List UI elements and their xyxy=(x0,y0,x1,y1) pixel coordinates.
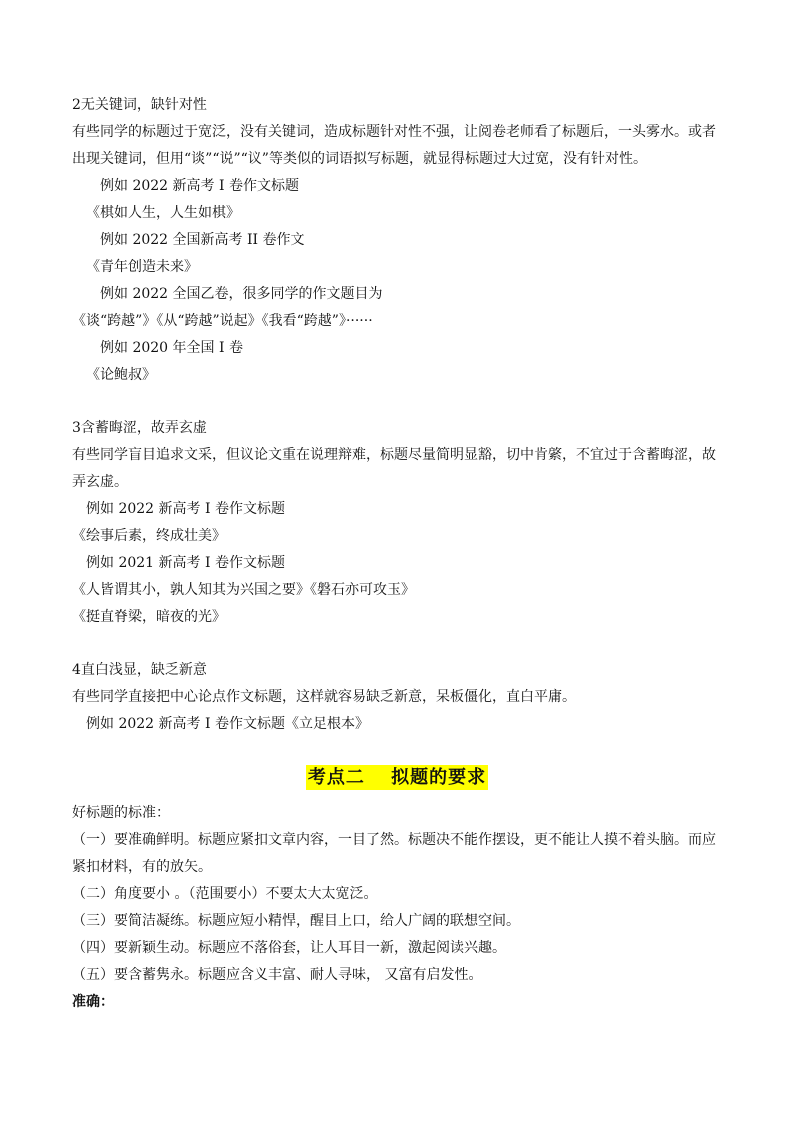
section3-paragraph-line2: 弄玄虚。 xyxy=(72,474,128,490)
section2-title: 2无关键词，缺针对性 xyxy=(72,97,207,113)
section2-example1-title: 《棋如人生，人生如棋》 xyxy=(86,205,240,221)
standards-accurate-label: 准确： xyxy=(72,994,114,1010)
section2-example4-label: 例如 2020 年全国 I 卷 xyxy=(100,340,243,356)
standards-item1-line1: （一）要准确鲜明。标题应紧扣文章内容，一目了然。标题决不能作摆设，更不能让人摸不着头脑。而应 xyxy=(72,832,716,848)
section3-example2-title1: 《人皆谓其小，孰人知其为兴国之要》《磐石亦可攻玉》 xyxy=(72,582,415,598)
section3-example1-title: 《绘事后素，终成壮美》 xyxy=(72,528,226,544)
standards-item5: （五）要含蓄隽永。标题应含义丰富、耐人寻味， 又富有启发性。 xyxy=(72,967,483,983)
section3-example1-label: 例如 2022 新高考 I 卷作文标题 xyxy=(86,501,285,517)
standards-intro: 好标题的标准： xyxy=(72,805,170,821)
section2-paragraph-line1: 有些同学的标题过于宽泛，没有关键词，造成标题针对性不强，让阅卷老师看了标题后，一头雾水。或者 xyxy=(72,124,716,140)
section3-paragraph-line1: 有些同学盲目追求文采，但议论文重在说理辩难，标题尽量简明显豁，切中肯綮，不宜过于含蓄晦涩，故 xyxy=(72,447,716,463)
standards-item1-line2: 紧扣材料，有的放矢。 xyxy=(72,859,212,875)
section2-example1-label: 例如 2022 新高考 I 卷作文标题 xyxy=(100,178,299,194)
section2-example2-title: 《青年创造未来》 xyxy=(86,259,198,275)
section3-example2-label: 例如 2021 新高考 I 卷作文标题 xyxy=(86,555,285,571)
section4-title: 4直白浅显，缺乏新意 xyxy=(72,662,207,678)
section2-example3-label: 例如 2022 全国乙卷，很多同学的作文题目为 xyxy=(100,286,383,302)
standards-item3: （三）要简洁凝练。标题应短小精悍，醒目上口，给人广阔的联想空间。 xyxy=(72,913,520,929)
standards-item2: （二）角度要小 。（范围要小）不要太大太宽泛。 xyxy=(72,886,378,902)
kaodian-heading xyxy=(0,763,794,789)
section4-example1: 例如 2022 新高考 I 卷作文标题《立足根本》 xyxy=(86,716,369,732)
standards-item4: （四）要新颖生动。标题应不落俗套，让人耳目一新，激起阅读兴趣。 xyxy=(72,940,506,956)
section3-example2-title2: 《挺直脊梁，暗夜的光》 xyxy=(72,609,226,625)
section4-paragraph: 有些同学直接把中心论点作文标题，这样就容易缺乏新意，呆板僵化，直白平庸。 xyxy=(72,689,576,705)
kaodian-heading-text: 考点二 拟题的要求 xyxy=(307,767,487,788)
section3-title: 3含蓄晦涩，故弄玄虚 xyxy=(72,420,207,436)
section2-paragraph-line2: 出现关键词，但用“谈”“说”“议”等类似的词语拟写标题，就显得标题过大过宽，没有针对性。 xyxy=(72,151,647,167)
section2-example3-title: 《谈“跨越”》《从“跨越”说起》《我看“跨越”》······ xyxy=(72,313,373,329)
section2-example2-label: 例如 2022 全国新高考 II 卷作文 xyxy=(100,232,305,248)
section2-example4-title: 《论鲍叔》 xyxy=(86,367,156,383)
